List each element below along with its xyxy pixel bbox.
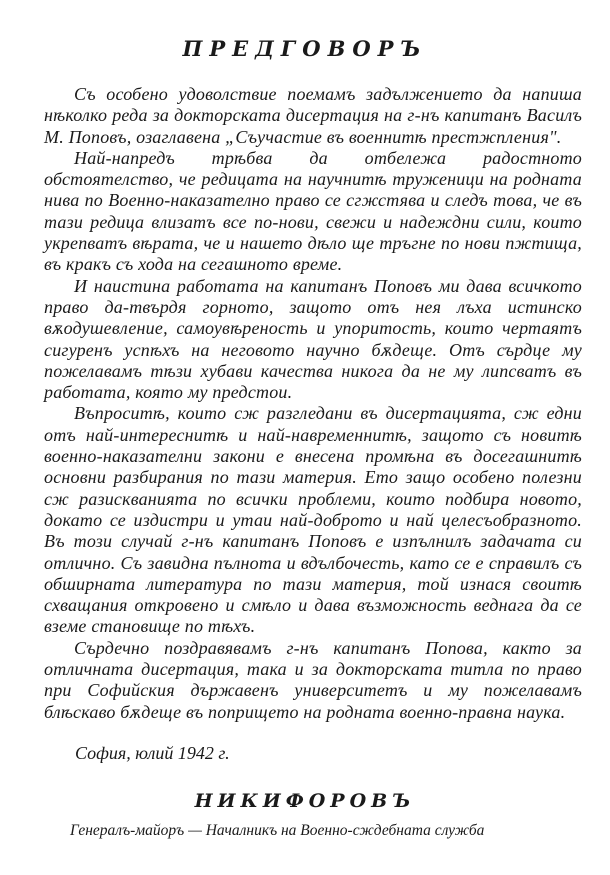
date-line: София, юлий 1942 г. [75,743,230,763]
paragraph: Въпроситѣ, които сж разгледани въ дисертацията, сж едни отъ най-интереснитѣ и най-навременнитѣ, защото съ новитѣ военно-наказателни закони е внесена промѣна въ досегашнитѣ основни разбирания по тази материя. Ето защо особено полезни сж разискванията по всички проблеми, които подбира новото, докато се издистри и утаи най-доброто и най целесъобразното. Въ този случай г-нъ капитанъ Поповъ е изпълнилъ задачата си отлично. Съ завидна пълнота и вдълбочесть, като се е справилъ съ обширната литература по тази материя, той изнася своитѣ схващания откровено и смѣло и дава възможность веднага да се вземе становище по тѣхъ. [44,403,582,637]
signatory-position: Генералъ-майоръ — Началникъ на Военно-сждебната служба [70,822,485,839]
paragraph: Сърдечно поздравявамъ г-нъ капитанъ Попова, както за отличната дисертация, така и за докторската титла по право при Софийския държавенъ университетъ и му пожелавамъ блѣскаво бѫдеще въ попрището на родната военно-правна наука. [44,637,582,722]
preface-body [44,84,582,723]
page-title: ПРЕДГОВОРЪ [182,36,428,61]
paragraph: Съ особено удоволствие поемамъ задължението да напиша нѣколко реда за докторската дисертация на г-нъ капитанъ Василъ М. Поповъ, озаглавена „Съучастие въ военнитѣ престжпления". [44,84,582,147]
paragraph: И наистина работата на капитанъ Поповъ ми дава всичкото право да-твърдя горното, защото отъ нея лъха истинско вѫодушевление, самоувѣреность и упоритость, които чертаятъ сигуренъ успѣхъ на неговото научно бѫдеще. Отъ сърдце му пожелавамъ тѣзи хубави качества никога да не му липсватъ въ работата, която му предстои. [44,275,582,403]
signature-name: НИКИФОРОВЪ [194,790,416,812]
paragraph: Най-напредъ трѣбва да отбележа радостното обстоятелство, че редицата на научнитѣ труженици на родната нива по Военно-наказателно право се сгжстява и следъ това, че въ тази редица влизатъ все по-нови, свежи и надеждни сили, които укрепватъ вѣрата, че и нашето дѣло ще тръгне по нови пжтища, въ кракъ съ хода на сегашното време. [44,147,582,275]
